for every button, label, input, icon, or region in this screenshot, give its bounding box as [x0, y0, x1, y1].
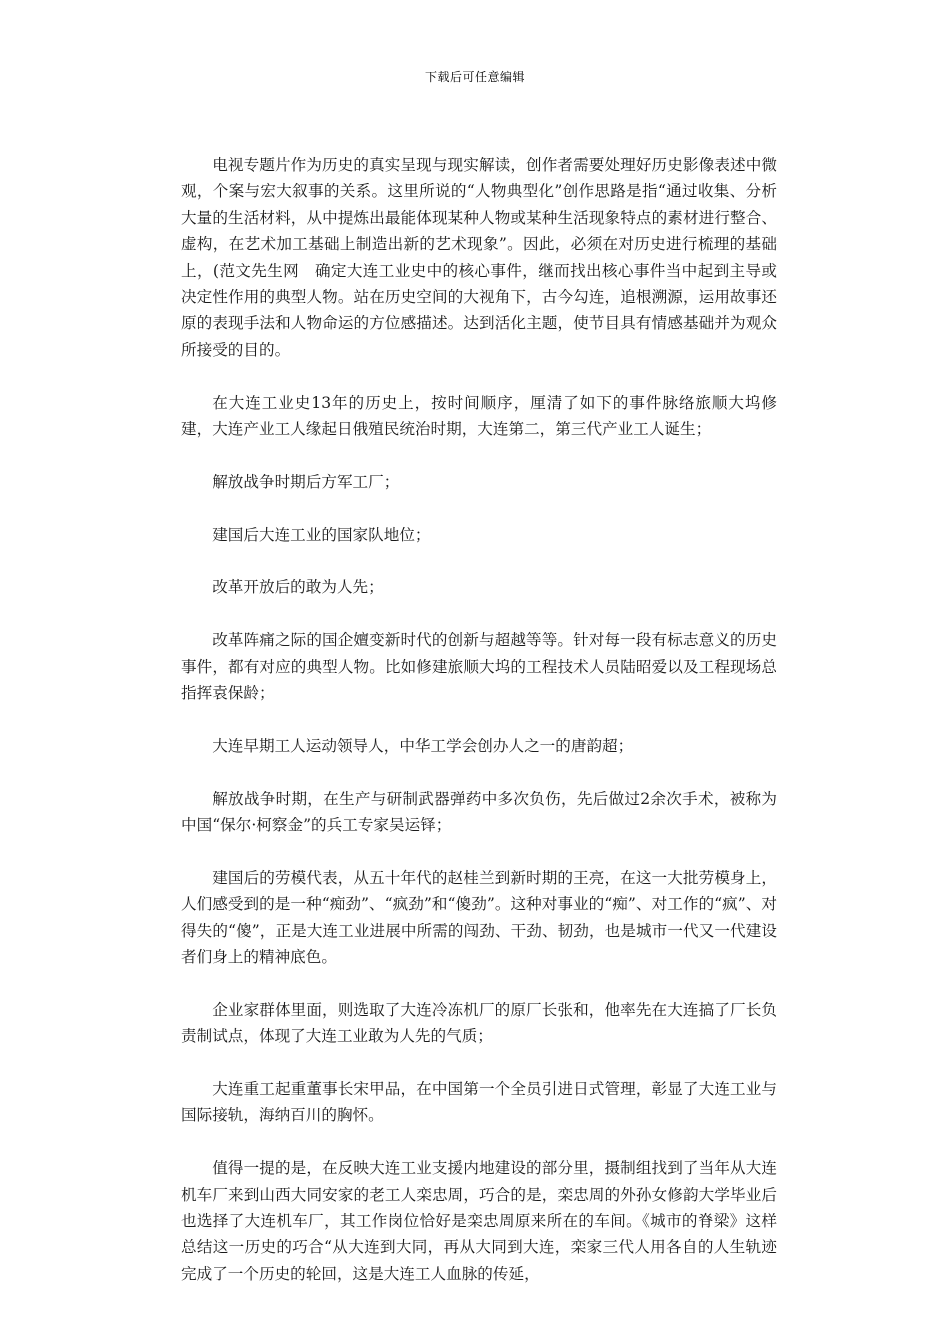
paragraph-1: 电视专题片作为历史的真实呈现与现实解读，创作者需要处理好历史影像表述中微观，个案与宏大叙事的关系。这里所说的“人物典型化”创作思路是指“通过收集、分析大量的生活材料，从中提炼出最能体现某种人物或某种生活现象特点的素材进行整合、虚构，在艺术加工基础上制造出新的艺术现象”。因此，必须在对历史进行梳理的基础上，(范文先生网 确定大连工业史中的核心事件，继而找出核心事件当中起到主导或决定性作用的典型人物。站在历史空间的大视角下，古今勾连，追根溯源，运用故事还原的表现手法和人物命运的方位感描述。达到活化主题，使节目具有情感基础并为观众所接受的目的。 — [181, 156, 777, 359]
paragraph-10: 企业家群体里面，则选取了大连冷冻机厂的原厂长张和，他率先在大连搞了厂长负责制试点，体现了大连工业敢为人先的气质； — [181, 1000, 777, 1046]
paragraph-9: 建国后的劳模代表，从五十年代的赵桂兰到新时期的王亮，在这一大批劳模身上，人们感受到的是一种“痴劲”、“疯劲”和“傻劲”。这种对事业的“痴”、对工作的“疯”、对得失的“傻”，正是大连工业进展中所需的闯劲、干劲、韧劲，也是城市一代又一代建设者们身上的精神底色。 — [181, 868, 777, 967]
paragraph-6: 改革阵痛之际的国企嬗变新时代的创新与超越等等。针对每一段有标志意义的历史事件，都有对应的典型人物。比如修建旅顺大坞的工程技术人员陆昭爱以及工程现场总指挥袁保龄； — [181, 631, 777, 703]
paragraph-4: 建国后大连工业的国家队地位； — [212, 525, 431, 544]
paragraph-7: 大连早期工人运动领导人，中华工学会创办人之一的唐韵超； — [212, 736, 634, 755]
paragraph-8: 解放战争时期，在生产与研制武器弹药中多次负伤，先后做过2余次手术，被称为中国“保尔·柯察金”的兵工专家吴运铎； — [181, 789, 777, 835]
paragraph-5: 改革开放后的敢为人先； — [212, 578, 384, 597]
paragraph-12: 值得一提的是，在反映大连工业支援内地建设的部分里，摄制组找到了当年从大连机车厂来到山西大同安家的老工人栾忠周，巧合的是，栾忠周的外孙女修韵大学毕业后也选择了大连机车厂，其工作岗位恰好是栾忠周原来所在的车间。《城市的脊梁》这样总结这一历史的巧合“从大连到大同，再从大同到大连，栾家三代人用各自的人生轨迹完成了一个历史的轮回，这是大连工人血脉的传延， — [181, 1159, 777, 1283]
paragraph-2: 在大连工业史13年的历史上，按时间顺序，厘清了如下的事件脉络旅顺大坞修建，大连产业工人缘起日俄殖民统治时期，大连第二，第三代产业工人诞生； — [181, 393, 777, 439]
page-header-note: 下载后可任意编辑 — [424, 70, 525, 84]
paragraph-11: 大连重工起重董事长宋甲品，在中国第一个全员引进日式管理，彰显了大连工业与国际接轨，海纳百川的胸怀。 — [181, 1080, 777, 1125]
paragraph-3: 解放战争时期后方军工厂； — [212, 472, 400, 491]
document-body — [181, 152, 777, 1314]
